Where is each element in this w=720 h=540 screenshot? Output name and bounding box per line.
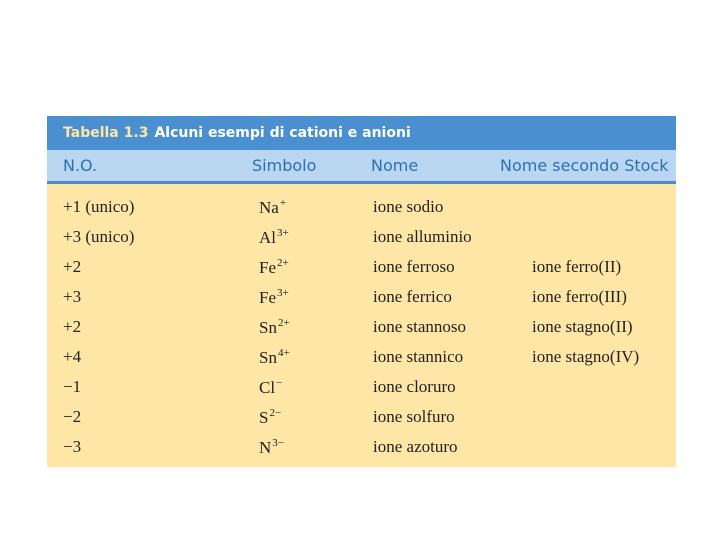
charge-text: + — [279, 197, 287, 209]
cell-symbol — [259, 407, 281, 428]
table-row — [47, 342, 676, 372]
cell-no: −2 — [63, 407, 82, 426]
cell-symbol — [259, 317, 290, 338]
table-body — [47, 184, 676, 462]
symbol-text: N — [259, 438, 272, 457]
cell-no: −3 — [63, 437, 82, 456]
cell-no: +3 (unico) — [63, 227, 135, 246]
cell-stock: ione stagno(II) — [532, 317, 633, 336]
charge-text: 3− — [272, 437, 284, 449]
table-title-bar — [47, 116, 676, 150]
cell-no: +4 — [63, 347, 82, 366]
symbol-text: Fe — [259, 258, 276, 277]
symbol-text: Fe — [259, 288, 276, 307]
cell-name: ione stannoso — [373, 317, 467, 336]
charge-text: 2+ — [277, 257, 289, 269]
header-no: N.O. — [63, 156, 98, 175]
symbol-text: S — [259, 408, 269, 427]
cell-name: ione ferrico — [373, 287, 452, 306]
cell-name: ione stannico — [373, 347, 464, 366]
cell-no: −1 — [63, 377, 82, 396]
header-symbol: Simbolo — [252, 156, 317, 175]
cell-stock: ione ferro(II) — [532, 257, 622, 276]
cell-symbol — [259, 377, 282, 398]
table-row — [47, 402, 676, 432]
charge-text: 3+ — [277, 287, 289, 299]
cell-name: ione sodio — [373, 197, 444, 216]
cell-no: +1 (unico) — [63, 197, 135, 216]
ions-table — [47, 116, 676, 467]
cell-no: +2 — [63, 257, 82, 276]
charge-text: 3+ — [277, 227, 289, 239]
cell-name: ione azoturo — [373, 437, 458, 456]
cell-stock: ione ferro(III) — [532, 287, 627, 306]
table-title: Alcuni esempi di cationi e anioni — [154, 125, 411, 141]
symbol-text: Sn — [259, 318, 277, 337]
table-row — [47, 192, 676, 222]
cell-name: ione ferroso — [373, 257, 455, 276]
cell-symbol — [259, 227, 289, 248]
table-header-row — [47, 150, 676, 184]
table-row — [47, 252, 676, 282]
table-row — [47, 282, 676, 312]
cell-no: +2 — [63, 317, 82, 336]
charge-text: − — [276, 377, 283, 389]
cell-name: ione cloruro — [373, 377, 456, 396]
charge-text: 4+ — [277, 347, 290, 359]
cell-symbol — [259, 437, 284, 458]
cell-name: ione solfuro — [373, 407, 455, 426]
cell-symbol — [259, 347, 290, 368]
symbol-text: Sn — [259, 348, 277, 367]
table-number: Tabella 1.3 — [63, 125, 149, 141]
cell-symbol — [259, 197, 286, 218]
symbol-text: Al — [259, 228, 276, 247]
cell-no: +3 — [63, 287, 82, 306]
symbol-text: Cl — [259, 378, 276, 397]
symbol-text: Na — [259, 198, 279, 217]
cell-symbol — [259, 257, 289, 278]
table-row — [47, 312, 676, 342]
table-row — [47, 372, 676, 402]
header-name: Nome — [371, 156, 419, 175]
cell-stock: ione stagno(IV) — [532, 347, 640, 366]
table-row — [47, 432, 676, 462]
cell-name: ione alluminio — [373, 227, 472, 246]
charge-text: 2+ — [277, 317, 290, 329]
table-row — [47, 222, 676, 252]
charge-text: 2− — [269, 407, 282, 419]
cell-symbol — [259, 287, 289, 308]
header-stock-name: Nome secondo Stock — [500, 156, 669, 175]
